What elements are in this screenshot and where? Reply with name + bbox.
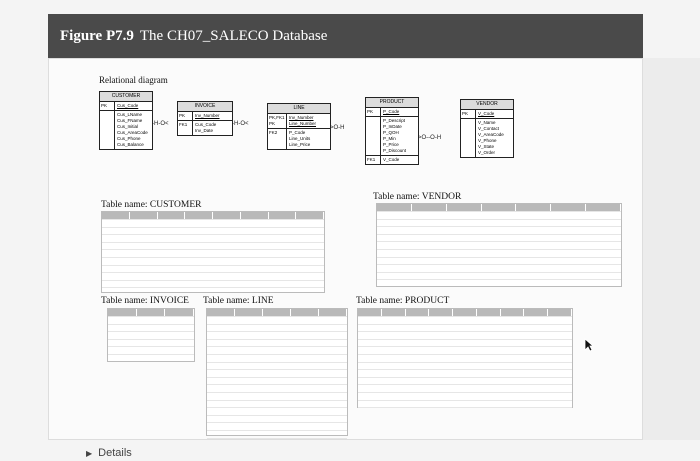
field: Cus_Initial xyxy=(117,124,139,129)
entity-customer-name: CUSTOMER xyxy=(100,92,152,102)
field: P_Min xyxy=(383,136,396,141)
field: V_State xyxy=(478,144,495,149)
field: P_InDate xyxy=(383,124,402,129)
details-toggle[interactable] xyxy=(86,447,132,459)
field: Line_Price xyxy=(289,142,311,147)
table-label-vendor: Table name: VENDOR xyxy=(373,192,462,202)
field: P_Price xyxy=(383,142,399,147)
entity-line xyxy=(267,103,331,150)
fk-label: FK1 xyxy=(178,121,193,135)
pk-label: PK xyxy=(100,102,115,110)
field: V_Phone xyxy=(478,138,497,143)
entity-vendor xyxy=(460,99,514,158)
table-label-line: Table name: LINE xyxy=(203,296,274,306)
fk-field: V_Code xyxy=(383,157,400,162)
entity-customer xyxy=(99,91,153,150)
fk-label: FK2 xyxy=(268,129,287,149)
caret-right-icon: ▶ xyxy=(86,449,93,458)
pk-field: P_Code xyxy=(383,109,400,114)
table-label-invoice: Table name: INVOICE xyxy=(101,296,189,306)
field: Cus_Code xyxy=(195,122,217,127)
figure-number: Figure P7.9 xyxy=(60,27,134,44)
field: V_Name xyxy=(478,120,496,125)
entity-vendor-name: VENDOR xyxy=(461,100,513,110)
field: V_AreaCode xyxy=(478,132,504,137)
pk-field: Inv_Number xyxy=(289,115,314,120)
pk-field: Inv_Number xyxy=(195,113,220,118)
relationship-line-product: >O-H xyxy=(330,125,345,131)
pk-label: PK xyxy=(178,112,193,120)
mouse-pointer-icon xyxy=(584,338,594,357)
field: Cus_AreaCode xyxy=(117,130,148,135)
pk-field: V_Code xyxy=(478,111,495,116)
right-background xyxy=(643,58,700,440)
pk-field: Line_Number xyxy=(289,121,317,126)
entity-product-name: PRODUCT xyxy=(366,98,418,108)
field: P_Descript xyxy=(383,118,406,123)
figure-title: The CH07_SALECO Database xyxy=(139,27,328,44)
figure-image xyxy=(48,58,643,440)
field: P_Code xyxy=(289,130,306,135)
invoice-data-table xyxy=(107,308,195,362)
field: Cus_FName xyxy=(117,118,143,123)
line-data-table xyxy=(206,308,348,436)
field: V_Contact xyxy=(478,126,500,131)
field: P_QOH xyxy=(383,130,399,135)
field: Line_Units xyxy=(289,136,311,141)
entity-invoice xyxy=(177,101,233,136)
field: Cus_Balance xyxy=(117,142,144,147)
relationship-invoice-line: -H-O< xyxy=(232,121,249,127)
relationship-product-vendor: >O--O-H xyxy=(418,135,442,141)
pk-field: Cus_Code xyxy=(117,103,139,108)
figure-title-bar xyxy=(48,14,643,58)
entity-product xyxy=(365,97,419,165)
relational-diagram-label: Relational diagram xyxy=(99,75,168,85)
pk-label: PK xyxy=(366,108,381,116)
fk-label: FK1 xyxy=(366,156,381,164)
field: Inv_Date xyxy=(195,128,214,133)
field: Cus_LName xyxy=(117,112,143,117)
relationship-customer-invoice: -H-O< xyxy=(152,121,169,127)
details-label: Details xyxy=(98,447,132,459)
customer-data-table xyxy=(101,211,325,293)
table-label-product: Table name: PRODUCT xyxy=(356,296,450,306)
table-label-customer: Table name: CUSTOMER xyxy=(101,200,202,210)
pk-label: PK,FK1 xyxy=(269,115,285,120)
entity-line-name: LINE xyxy=(268,104,330,114)
product-data-table xyxy=(357,308,573,408)
vendor-data-table xyxy=(376,203,622,287)
field: Cus_Phone xyxy=(117,136,141,141)
field: V_Order xyxy=(478,150,496,155)
field: P_Discount xyxy=(383,148,407,153)
entity-invoice-name: INVOICE xyxy=(178,102,232,112)
pk-label: PK xyxy=(461,110,476,118)
pk-label: PK xyxy=(269,121,276,126)
